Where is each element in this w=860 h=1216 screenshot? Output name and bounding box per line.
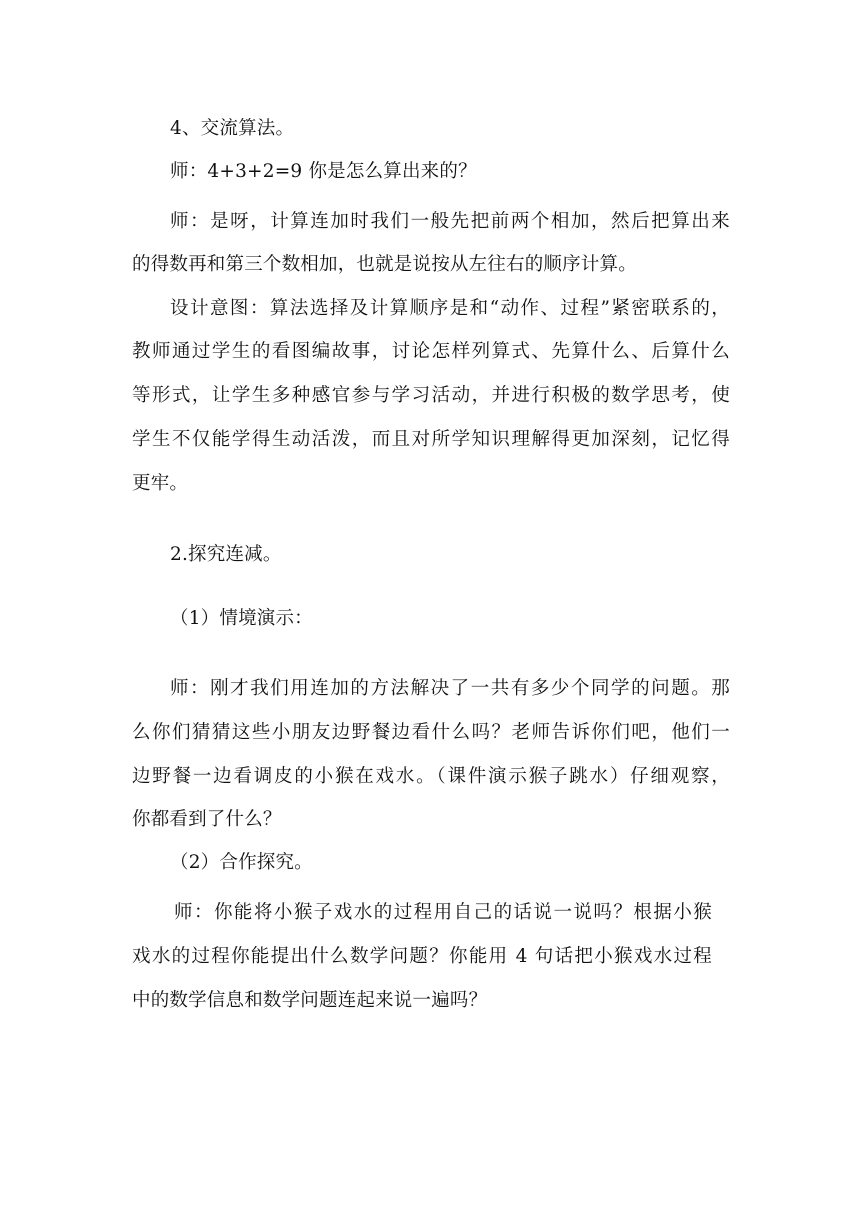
paragraph-line: 戏水的过程你能提出什么数学问题？你能用 4 句话把小猴戏水过程	[132, 946, 712, 967]
paragraph-line: 师：是呀，计算连加时我们一般先把前两个相加，然后把算出来	[170, 211, 730, 232]
paragraph-line: 中的数学信息和数学问题连起来说一遍吗？	[132, 990, 488, 1011]
teacher-question-line: 师：4+3+2=9 你是怎么算出来的？	[170, 161, 477, 182]
paragraph-line: 师：你能将小猴子戏水的过程用自己的话说一说吗？根据小猴	[174, 902, 712, 923]
design-intent-line: 设计意图：算法选择及计算顺序是和“动作、过程”紧密联系的，	[170, 298, 730, 319]
paragraph-line: 边野餐一边看调皮的小猴在戏水。（课件演示猴子跳水）仔细观察，	[132, 766, 730, 787]
subheading-scenario-demo: （1）情境演示：	[170, 608, 313, 629]
section-heading-exchange-algorithm: 4、交流算法。	[170, 118, 295, 139]
section-heading-continuous-subtraction: 2.探究连减。	[170, 544, 282, 565]
paragraph-line: 师：刚才我们用连加的方法解决了一共有多少个同学的问题。那	[170, 678, 730, 699]
paragraph-line: 的得数再和第三个数相加，也就是说按从左往右的顺序计算。	[132, 254, 637, 275]
paragraph-line: 你都看到了什么？	[132, 809, 282, 830]
subheading-cooperative-exploration: （2）合作探究。	[170, 852, 313, 873]
design-intent-line: 等形式，让学生多种感官参与学习活动，并进行积极的数学思考，使	[132, 385, 730, 406]
design-intent-line: 更牢。	[132, 473, 189, 494]
paragraph-line: 么你们猜猜这些小朋友边野餐边看什么吗？老师告诉你们吧，他们一	[132, 722, 730, 743]
design-intent-line: 学生不仅能学得生动活泼，而且对所学知识理解得更加深刻，记忆得	[132, 429, 730, 450]
design-intent-line: 教师通过学生的看图编故事，讨论怎样列算式、先算什么、后算什么	[132, 341, 730, 362]
